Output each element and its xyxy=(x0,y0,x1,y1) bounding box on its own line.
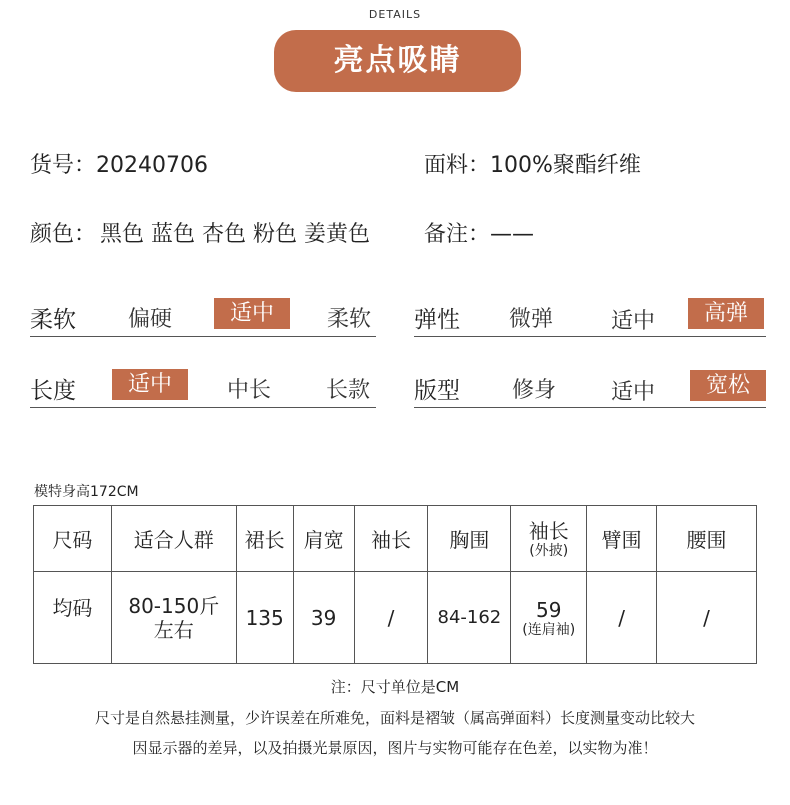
header-sleeve: 袖长 xyxy=(354,506,428,572)
fit-option-slim: 修身 xyxy=(512,378,557,403)
cell-sleeve: / xyxy=(354,572,428,664)
cell-waist: / xyxy=(657,572,757,664)
header-size: 尺码 xyxy=(34,506,112,572)
elasticity-label: 弹性 xyxy=(414,307,460,333)
length-option-long: 长款 xyxy=(326,378,371,403)
length-rule xyxy=(30,407,376,408)
length-label: 长度 xyxy=(30,378,76,404)
cell-sleeve-outer-value: 59 xyxy=(536,597,562,622)
length-option-midlong: 中长 xyxy=(227,378,272,403)
sku-line: 货号：20240706 xyxy=(30,153,208,178)
table-row xyxy=(34,572,757,664)
length-option-medium-selected: 适中 xyxy=(112,369,188,400)
header-waist: 腰围 xyxy=(657,506,757,572)
fit-label: 版型 xyxy=(414,378,460,404)
cell-fit-line2: 左右 xyxy=(153,617,194,642)
cell-arm: / xyxy=(587,572,657,664)
header-shoulder: 肩宽 xyxy=(293,506,354,572)
cell-bust: 84-162 xyxy=(428,572,511,664)
elasticity-option-slight: 微弹 xyxy=(509,307,554,332)
size-table xyxy=(33,505,757,664)
elasticity-rule xyxy=(414,336,766,337)
unit-note: 注：尺寸单位是CM xyxy=(330,678,460,696)
header-fit-group: 适合人群 xyxy=(111,506,236,572)
elasticity-option-high-selected: 高弹 xyxy=(688,298,764,329)
cell-shoulder: 39 xyxy=(293,572,354,664)
cell-fit-line1: 80-150斤 xyxy=(128,593,220,618)
header-skirt-length: 裙长 xyxy=(236,506,293,572)
cell-size: 均码 xyxy=(34,572,112,664)
cell-skirt-length: 135 xyxy=(236,572,293,664)
fabric-line: 面料：100%聚酯纤维 xyxy=(424,153,641,178)
colors-label: 颜色： xyxy=(30,222,97,247)
cell-sleeve-outer xyxy=(511,572,587,664)
fit-option-loose-selected: 宽松 xyxy=(690,370,766,401)
softness-label: 柔软 xyxy=(30,307,76,333)
header-arm: 臂围 xyxy=(587,506,657,572)
cell-fit-group xyxy=(111,572,236,664)
fit-option-medium: 适中 xyxy=(611,380,656,405)
details-label: DETAILS xyxy=(368,8,422,21)
model-height-note: 模特身高172CM xyxy=(34,484,139,500)
fit-rule xyxy=(414,407,766,408)
softness-option-medium-selected: 适中 xyxy=(214,298,290,329)
softness-rule xyxy=(30,336,376,337)
note-line-2: 因显示器的差异，以及拍摄光景原因，图片与实物可能存在色差，以实物为准！ xyxy=(132,739,658,757)
cell-sleeve-outer-sub: (连肩袖) xyxy=(522,621,576,638)
header-sleeve-outer xyxy=(511,506,587,572)
colors-value: 黑色 蓝色 杏色 粉色 姜黄色 xyxy=(100,222,370,247)
softness-option-hard: 偏硬 xyxy=(128,307,173,332)
table-header-row xyxy=(34,506,757,572)
remark-line: 备注：—— xyxy=(424,222,535,247)
header-bust: 胸围 xyxy=(428,506,511,572)
note-line-1: 尺寸是自然悬挂测量，少许误差在所难免，面料是褶皱（属高弹面料）长度测量变动比较大 xyxy=(94,709,695,727)
banner-title: 亮点吸睛 xyxy=(333,43,462,78)
elasticity-option-medium: 适中 xyxy=(611,309,656,334)
header-sleeve-outer-main: 袖长 xyxy=(528,518,569,543)
softness-option-soft: 柔软 xyxy=(327,307,372,332)
header-sleeve-outer-sub: (外披) xyxy=(529,542,569,559)
